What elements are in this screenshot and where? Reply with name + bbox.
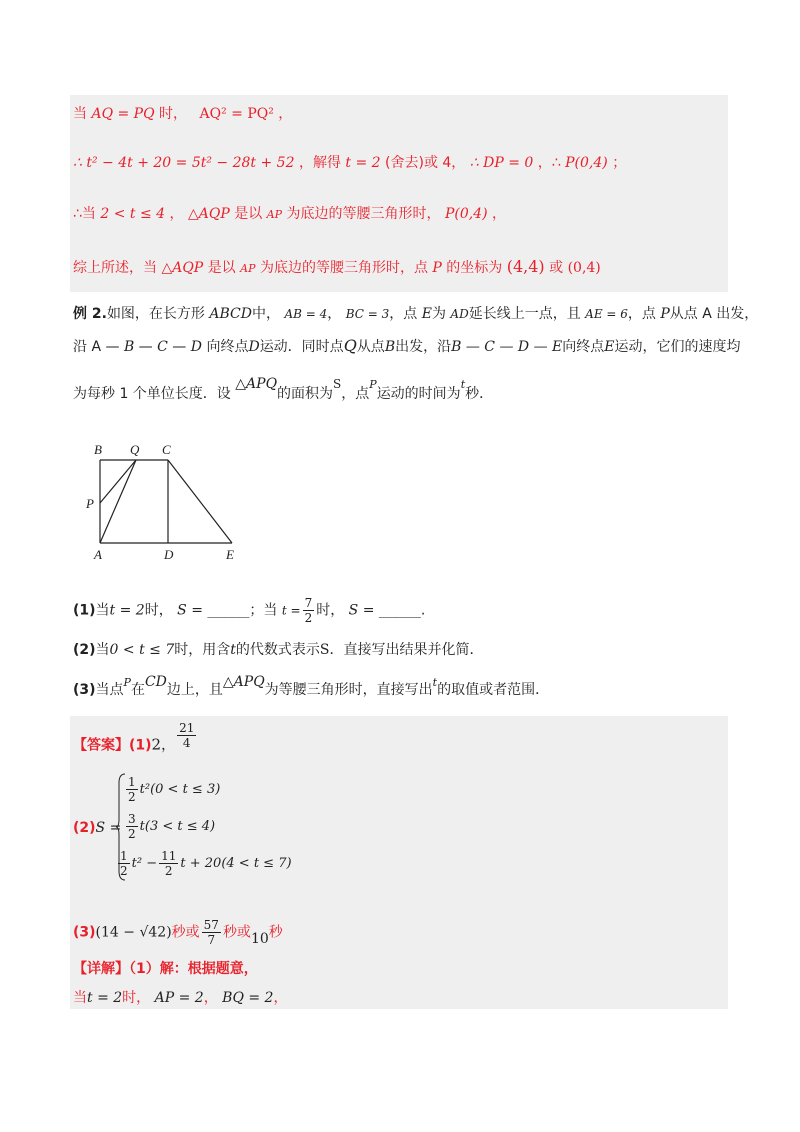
- math: t: [432, 676, 438, 689]
- solution-line-1: [73, 104, 292, 124]
- q-number: (3): [73, 682, 96, 698]
- text: ；: [612, 155, 627, 171]
- text: 沿 A —: [73, 339, 124, 355]
- denominator: 2: [128, 790, 136, 804]
- example-line-3: [73, 376, 494, 405]
- math: E: [604, 339, 615, 355]
- text: 在: [130, 682, 145, 698]
- text: ，: [273, 990, 288, 1006]
- text: ，: [203, 990, 218, 1006]
- text: ，: [161, 737, 176, 754]
- text: 运动的时间为: [376, 386, 461, 402]
- geometry-figure: [80, 438, 250, 563]
- text: ，点: [341, 386, 370, 402]
- text: 运动．同时点: [259, 339, 344, 355]
- math: △APQ: [235, 376, 278, 392]
- label-b: B: [94, 442, 102, 457]
- label-p: P: [86, 496, 94, 511]
- text: 当: [95, 642, 110, 658]
- math: t = 2: [109, 602, 145, 619]
- text: 秒: [268, 924, 283, 941]
- solution-line-3: [73, 204, 506, 225]
- label-q: Q: [130, 442, 140, 457]
- math: D: [190, 339, 202, 355]
- text: 时，用含: [174, 642, 231, 658]
- math: C: [157, 339, 168, 355]
- numerator: 7: [304, 596, 313, 610]
- answer-blank: S = ______: [177, 602, 250, 619]
- math: 2 < t ≤ 4: [100, 206, 166, 222]
- math: ∴ t² − 4t + 20 = 5t² − 28t + 52: [73, 155, 295, 171]
- numerator: 1: [120, 849, 128, 863]
- math: AD: [450, 307, 469, 321]
- math: (0,4): [567, 260, 601, 276]
- case-1: [124, 775, 220, 804]
- numerator: 21: [179, 721, 195, 735]
- math: S: [319, 642, 330, 658]
- math: t: [460, 378, 466, 391]
- q-number: (1): [73, 602, 96, 619]
- case-2: [124, 812, 215, 841]
- math: E: [421, 306, 432, 322]
- math: t =: [281, 603, 301, 618]
- math: (3 < t ≤ 4): [144, 819, 216, 834]
- label-a: A: [94, 547, 102, 562]
- solution-line-2: [73, 153, 626, 173]
- math: P(0,4): [444, 206, 488, 222]
- text: 时，: [159, 106, 188, 122]
- math: P: [432, 260, 442, 276]
- math: ∴ DP = 0: [469, 155, 534, 171]
- text: 的代数式表示: [235, 642, 320, 658]
- text: 时，: [144, 602, 173, 619]
- math: t: [230, 642, 236, 658]
- math: B: [123, 339, 135, 355]
- math: △AQP: [187, 206, 230, 222]
- text: —: [134, 339, 158, 355]
- answer-1: [73, 721, 198, 760]
- math: (14 − √42): [95, 924, 172, 941]
- text: 向终点: [562, 339, 605, 355]
- math: B — C — D — E: [451, 339, 563, 355]
- segment-pq: [100, 460, 136, 503]
- math: CD: [144, 674, 167, 690]
- math: ABCD: [209, 306, 252, 322]
- q-number: (2): [73, 642, 96, 658]
- text: 中，: [252, 306, 280, 322]
- text: 当: [73, 106, 87, 122]
- math: △APQ: [222, 674, 265, 690]
- math: t = 2: [87, 990, 123, 1006]
- text: ．直接写出结果并化简．: [329, 642, 484, 658]
- text: 综上所述，当: [73, 260, 157, 276]
- text: (舍去)或 4，: [385, 155, 466, 171]
- math: (4 < t ≤ 7): [221, 856, 292, 871]
- text: 的坐标为: [446, 260, 503, 276]
- text: 从点 A 出发，: [669, 306, 759, 322]
- math: BC = 3: [345, 307, 390, 321]
- text: 为底边的等腰三角形时，: [286, 206, 441, 222]
- label-c: C: [162, 442, 171, 457]
- math: AQ = PQ: [91, 106, 155, 122]
- text: 的取值或者范围．: [437, 682, 550, 698]
- math: t = 2: [345, 155, 381, 171]
- text: 为等腰三角形时，直接写出: [264, 682, 433, 698]
- math: BQ = 2: [222, 990, 274, 1006]
- segment-aq: [100, 460, 136, 543]
- fraction-57-7: [202, 918, 221, 947]
- math: AB = 4: [284, 307, 328, 321]
- text: 当: [95, 602, 110, 619]
- denominator: 2: [128, 827, 136, 841]
- text: 秒．: [465, 386, 494, 402]
- text: 从点: [356, 339, 385, 355]
- fraction-7-2: [303, 596, 315, 625]
- math: t²: [139, 782, 151, 797]
- detail-label: 【详解】（1）解：根据题意，: [73, 961, 258, 977]
- math: P: [369, 378, 377, 391]
- math: AE = 6: [585, 307, 628, 321]
- math: △AQP: [161, 260, 204, 276]
- question-1: [73, 596, 425, 625]
- example-line-2: [73, 336, 741, 357]
- segment-ce: [168, 460, 232, 543]
- text: 向终点: [202, 339, 249, 355]
- math: P: [123, 676, 131, 689]
- math: t + 20: [180, 856, 222, 871]
- text: 为: [431, 306, 446, 322]
- text: 如图，在长方形: [106, 306, 205, 322]
- text: 时，: [316, 602, 345, 619]
- text: 当点: [95, 682, 124, 698]
- text: .: [420, 602, 426, 619]
- label-d: D: [164, 547, 174, 562]
- math: (4,4): [506, 257, 545, 276]
- denominator: 2: [164, 864, 173, 878]
- fraction: [118, 849, 130, 878]
- text: 或: [549, 260, 564, 276]
- denominator: 4: [182, 736, 191, 750]
- fraction: [126, 812, 138, 841]
- denominator: 7: [207, 933, 216, 947]
- example-line-1: [73, 304, 758, 324]
- text: 是以: [207, 260, 236, 276]
- text: 边上，且: [166, 682, 223, 698]
- text: ，: [169, 206, 184, 222]
- example-label: 例 2.: [73, 306, 107, 322]
- math: P: [660, 306, 670, 322]
- numerator: 3: [128, 812, 136, 826]
- text: ，∴: [537, 155, 561, 171]
- denominator: 2: [304, 611, 313, 625]
- denominator: 2: [120, 864, 128, 878]
- fraction: [126, 775, 138, 804]
- math: AP: [266, 208, 283, 221]
- text: 运动，它们的速度均: [614, 339, 741, 355]
- question-3: [73, 674, 550, 701]
- math: Q: [343, 336, 357, 355]
- math: AP: [240, 262, 256, 275]
- a-number: (3): [73, 924, 96, 941]
- math: AQ² = PQ²: [199, 106, 274, 122]
- math: (0 < t ≤ 3): [150, 782, 221, 797]
- text: ，: [278, 106, 293, 122]
- answer-blank: S = ______: [348, 602, 421, 619]
- text: ，点: [627, 306, 656, 322]
- text: 为底边的等腰三角形时，点: [259, 260, 428, 276]
- answer-3: [73, 918, 283, 947]
- text: 秒或: [222, 924, 251, 941]
- math: B: [384, 339, 396, 355]
- numerator: 1: [128, 775, 136, 789]
- numerator: 57: [203, 918, 219, 932]
- text: 是以: [234, 206, 263, 222]
- text: 延长线上一点，且: [468, 306, 581, 322]
- text: ，: [492, 206, 506, 222]
- math: t² −: [131, 856, 158, 871]
- text: ，: [327, 306, 342, 322]
- math: 2: [151, 735, 162, 754]
- case-3: [116, 849, 292, 878]
- answer-label: 【答案】: [73, 737, 129, 754]
- math: AP = 2: [154, 990, 204, 1006]
- math: P(0,4): [565, 155, 608, 171]
- text: ，解得: [298, 155, 341, 171]
- text: ，点: [389, 306, 418, 322]
- text: ；当: [249, 602, 278, 619]
- solution-line-4: [73, 257, 601, 279]
- question-2: [73, 640, 483, 660]
- fraction: [159, 849, 178, 878]
- detail-line-1: [73, 988, 287, 1008]
- text: 秒或: [171, 924, 200, 941]
- text: 当: [73, 990, 87, 1006]
- answer-2-label: [73, 818, 121, 838]
- text: 的面积为: [277, 386, 334, 402]
- math: 0 < t ≤ 7: [109, 642, 175, 658]
- text: ∴当: [73, 206, 96, 222]
- numerator: 11: [161, 849, 177, 863]
- text: 为每秒 1 个单位长度．设: [73, 386, 231, 402]
- text: —: [167, 339, 191, 355]
- math: S =: [95, 820, 122, 836]
- fraction-21-4: [177, 721, 196, 750]
- a-number: (2): [73, 820, 96, 836]
- label-e: E: [226, 547, 234, 562]
- math: D: [248, 339, 260, 355]
- math: t: [139, 819, 145, 834]
- math: 10: [250, 930, 269, 947]
- text: 出发，沿: [395, 339, 452, 355]
- a-number: (1): [129, 737, 152, 754]
- text: 时，: [122, 990, 151, 1006]
- math: S: [333, 377, 342, 391]
